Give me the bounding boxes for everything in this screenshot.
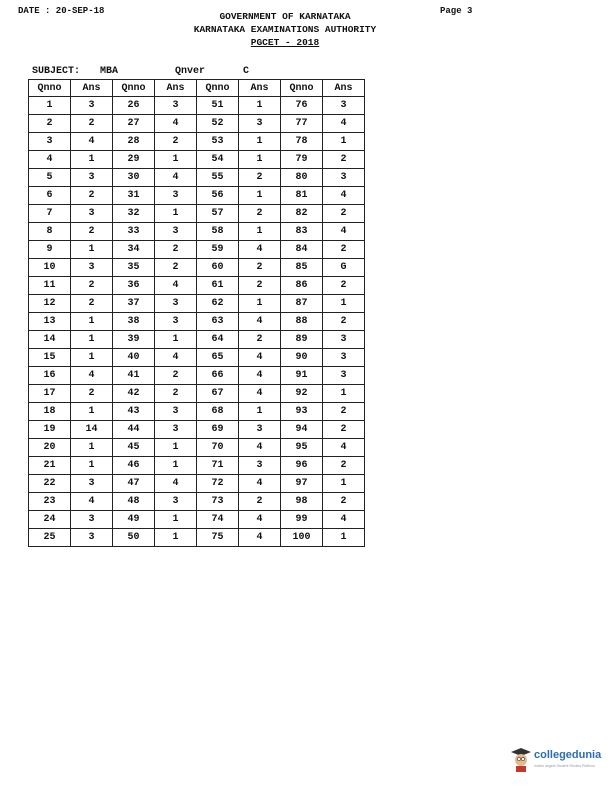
answer-cell: 4	[239, 475, 281, 493]
question-number-cell: 1	[29, 97, 71, 115]
answer-cell: 4	[155, 475, 197, 493]
question-number-cell: 64	[197, 331, 239, 349]
answer-cell: 4	[71, 367, 113, 385]
answer-cell: 1	[323, 133, 365, 151]
question-number-cell: 54	[197, 151, 239, 169]
question-number-cell: 88	[281, 313, 323, 331]
answer-cell: 4	[239, 439, 281, 457]
question-number-cell: 12	[29, 295, 71, 313]
answer-cell: 4	[239, 529, 281, 547]
question-number-cell: 62	[197, 295, 239, 313]
question-number-cell: 26	[113, 97, 155, 115]
question-number-cell: 49	[113, 511, 155, 529]
answer-cell: 2	[71, 295, 113, 313]
answer-cell: 1	[71, 151, 113, 169]
question-number-cell: 50	[113, 529, 155, 547]
header-authority: KARNATAKA EXAMINATIONS AUTHORITY	[193, 24, 377, 35]
answer-cell: 4	[155, 169, 197, 187]
question-number-cell: 36	[113, 277, 155, 295]
answer-cell: 1	[71, 403, 113, 421]
answer-cell: 3	[155, 187, 197, 205]
question-number-cell: 41	[113, 367, 155, 385]
question-number-cell: 53	[197, 133, 239, 151]
answer-cell: 1	[239, 187, 281, 205]
question-number-cell: 81	[281, 187, 323, 205]
answer-cell: 4	[323, 439, 365, 457]
answer-cell: 1	[239, 223, 281, 241]
column-header: Ans	[155, 80, 197, 97]
question-number-cell: 89	[281, 331, 323, 349]
answer-cell: 4	[239, 313, 281, 331]
answer-cell: 1	[323, 475, 365, 493]
answer-cell: 3	[155, 97, 197, 115]
table-row	[29, 133, 365, 151]
answer-cell: 2	[239, 277, 281, 295]
question-number-cell: 59	[197, 241, 239, 259]
answer-cell: 2	[323, 151, 365, 169]
answer-cell: 3	[323, 97, 365, 115]
question-number-cell: 10	[29, 259, 71, 277]
column-header: Ans	[239, 80, 281, 97]
header-exam-title: PGCET - 2018	[250, 37, 320, 48]
question-number-cell: 31	[113, 187, 155, 205]
answer-cell: 4	[155, 349, 197, 367]
answer-cell: 4	[239, 511, 281, 529]
answer-cell: 3	[71, 511, 113, 529]
answer-cell: 2	[323, 421, 365, 439]
answer-cell: 3	[71, 529, 113, 547]
question-number-cell: 35	[113, 259, 155, 277]
answer-cell: 2	[155, 259, 197, 277]
column-header: Qnno	[197, 80, 239, 97]
question-number-cell: 82	[281, 205, 323, 223]
answer-cell: 1	[71, 457, 113, 475]
question-number-cell: 29	[113, 151, 155, 169]
table-row	[29, 151, 365, 169]
table-row	[29, 511, 365, 529]
answer-cell: 1	[239, 295, 281, 313]
answer-cell: 1	[155, 151, 197, 169]
answer-cell: 2	[323, 277, 365, 295]
table-row	[29, 331, 365, 349]
question-number-cell: 19	[29, 421, 71, 439]
question-number-cell: 97	[281, 475, 323, 493]
answer-cell: 3	[323, 169, 365, 187]
answer-cell: 3	[71, 259, 113, 277]
table-row	[29, 259, 365, 277]
answer-cell: 14	[71, 421, 113, 439]
question-number-cell: 9	[29, 241, 71, 259]
answer-cell: 1	[71, 313, 113, 331]
answer-cell: 3	[71, 169, 113, 187]
table-row	[29, 97, 365, 115]
answer-cell: 1	[323, 295, 365, 313]
question-number-cell: 90	[281, 349, 323, 367]
answer-cell: 3	[323, 367, 365, 385]
answer-cell: 3	[239, 115, 281, 133]
question-number-cell: 63	[197, 313, 239, 331]
answer-cell: 4	[239, 385, 281, 403]
question-number-cell: 57	[197, 205, 239, 223]
answer-cell: 1	[239, 151, 281, 169]
answer-cell: 3	[71, 97, 113, 115]
answer-cell: 2	[155, 241, 197, 259]
question-number-cell: 11	[29, 277, 71, 295]
answer-cell: 3	[239, 421, 281, 439]
answer-cell: 2	[323, 313, 365, 331]
question-number-cell: 95	[281, 439, 323, 457]
question-number-cell: 7	[29, 205, 71, 223]
answer-cell: 2	[71, 115, 113, 133]
answer-key-table	[28, 79, 365, 547]
qnver-value: C	[243, 66, 250, 77]
question-number-cell: 3	[29, 133, 71, 151]
question-number-cell: 85	[281, 259, 323, 277]
question-number-cell: 27	[113, 115, 155, 133]
question-number-cell: 2	[29, 115, 71, 133]
column-header: Qnno	[113, 80, 155, 97]
question-number-cell: 80	[281, 169, 323, 187]
column-header: Qnno	[281, 80, 323, 97]
table-row	[29, 241, 365, 259]
table-header-row	[29, 80, 365, 97]
answer-cell: 1	[71, 331, 113, 349]
question-number-cell: 17	[29, 385, 71, 403]
question-number-cell: 40	[113, 349, 155, 367]
question-number-cell: 84	[281, 241, 323, 259]
table-row	[29, 223, 365, 241]
answer-cell: 3	[155, 295, 197, 313]
question-number-cell: 61	[197, 277, 239, 295]
question-number-cell: 42	[113, 385, 155, 403]
question-number-cell: 28	[113, 133, 155, 151]
answer-cell: 1	[155, 331, 197, 349]
table-row	[29, 403, 365, 421]
question-number-cell: 51	[197, 97, 239, 115]
question-number-cell: 56	[197, 187, 239, 205]
question-number-cell: 77	[281, 115, 323, 133]
question-number-cell: 68	[197, 403, 239, 421]
question-number-cell: 8	[29, 223, 71, 241]
graduate-mascot-icon	[510, 747, 532, 773]
answer-cell: 4	[239, 241, 281, 259]
question-number-cell: 52	[197, 115, 239, 133]
question-number-cell: 67	[197, 385, 239, 403]
question-number-cell: 47	[113, 475, 155, 493]
question-number-cell: 93	[281, 403, 323, 421]
question-number-cell: 30	[113, 169, 155, 187]
answer-cell: 2	[155, 385, 197, 403]
answer-cell: 1	[71, 439, 113, 457]
question-number-cell: 71	[197, 457, 239, 475]
answer-cell: 2	[71, 385, 113, 403]
answer-cell: 1	[239, 97, 281, 115]
subject-label: SUBJECT:	[32, 66, 81, 77]
table-row	[29, 529, 365, 547]
answer-cell: 4	[239, 367, 281, 385]
question-number-cell: 91	[281, 367, 323, 385]
question-number-cell: 15	[29, 349, 71, 367]
answer-cell: 2	[239, 205, 281, 223]
answer-cell: 1	[155, 529, 197, 547]
answer-cell: 2	[323, 241, 365, 259]
answer-cell: G	[323, 259, 365, 277]
answer-cell: 3	[71, 205, 113, 223]
table-row	[29, 439, 365, 457]
table-row	[29, 115, 365, 133]
column-header: Ans	[323, 80, 365, 97]
answer-cell: 2	[155, 133, 197, 151]
answer-cell: 2	[239, 169, 281, 187]
table-row	[29, 457, 365, 475]
question-number-cell: 13	[29, 313, 71, 331]
question-number-cell: 98	[281, 493, 323, 511]
table-row	[29, 475, 365, 493]
answer-cell: 4	[155, 115, 197, 133]
question-number-cell: 86	[281, 277, 323, 295]
question-number-cell: 16	[29, 367, 71, 385]
question-number-cell: 78	[281, 133, 323, 151]
question-number-cell: 100	[281, 529, 323, 547]
answer-cell: 3	[155, 223, 197, 241]
question-number-cell: 18	[29, 403, 71, 421]
question-number-cell: 21	[29, 457, 71, 475]
answer-cell: 2	[239, 493, 281, 511]
collegedunia-watermark	[508, 745, 608, 779]
watermark-tagline: India's largest Student Review Platform	[534, 764, 595, 768]
table-row	[29, 367, 365, 385]
answer-cell: 3	[323, 349, 365, 367]
question-number-cell: 45	[113, 439, 155, 457]
answer-cell: 3	[155, 313, 197, 331]
question-number-cell: 92	[281, 385, 323, 403]
question-number-cell: 24	[29, 511, 71, 529]
question-number-cell: 44	[113, 421, 155, 439]
question-number-cell: 60	[197, 259, 239, 277]
answer-cell: 2	[239, 331, 281, 349]
answer-cell: 2	[71, 223, 113, 241]
answer-cell: 2	[71, 187, 113, 205]
answer-cell: 3	[71, 475, 113, 493]
answer-cell: 2	[323, 205, 365, 223]
subject-value: MBA	[100, 66, 119, 77]
question-number-cell: 4	[29, 151, 71, 169]
question-number-cell: 25	[29, 529, 71, 547]
answer-cell: 1	[239, 403, 281, 421]
question-number-cell: 39	[113, 331, 155, 349]
answer-cell: 4	[239, 349, 281, 367]
question-number-cell: 66	[197, 367, 239, 385]
answer-cell: 4	[71, 133, 113, 151]
question-number-cell: 33	[113, 223, 155, 241]
answer-cell: 4	[323, 187, 365, 205]
table-row	[29, 385, 365, 403]
qnver-label: Qnver	[175, 66, 206, 77]
question-number-cell: 70	[197, 439, 239, 457]
question-number-cell: 20	[29, 439, 71, 457]
question-number-cell: 76	[281, 97, 323, 115]
question-number-cell: 23	[29, 493, 71, 511]
answer-cell: 3	[155, 493, 197, 511]
question-number-cell: 96	[281, 457, 323, 475]
question-number-cell: 48	[113, 493, 155, 511]
question-number-cell: 43	[113, 403, 155, 421]
answer-cell: 1	[71, 241, 113, 259]
answer-cell: 1	[155, 439, 197, 457]
question-number-cell: 6	[29, 187, 71, 205]
question-number-cell: 74	[197, 511, 239, 529]
question-number-cell: 37	[113, 295, 155, 313]
column-header: Qnno	[29, 80, 71, 97]
question-number-cell: 87	[281, 295, 323, 313]
question-number-cell: 5	[29, 169, 71, 187]
answer-cell: 2	[323, 493, 365, 511]
answer-cell: 4	[71, 493, 113, 511]
table-row	[29, 277, 365, 295]
page-number: Page 3	[440, 6, 473, 16]
question-number-cell: 38	[113, 313, 155, 331]
table-row	[29, 295, 365, 313]
question-number-cell: 94	[281, 421, 323, 439]
column-header: Ans	[71, 80, 113, 97]
answer-cell: 4	[323, 223, 365, 241]
print-date: DATE : 20-SEP-18	[18, 6, 105, 16]
table-row	[29, 349, 365, 367]
answer-cell: 1	[239, 133, 281, 151]
table-row	[29, 313, 365, 331]
question-number-cell: 55	[197, 169, 239, 187]
answer-cell: 2	[323, 403, 365, 421]
answer-cell: 3	[155, 421, 197, 439]
question-number-cell: 46	[113, 457, 155, 475]
answer-cell: 3	[323, 331, 365, 349]
question-number-cell: 99	[281, 511, 323, 529]
question-number-cell: 32	[113, 205, 155, 223]
answer-cell: 2	[323, 457, 365, 475]
question-number-cell: 22	[29, 475, 71, 493]
table-row	[29, 493, 365, 511]
answer-cell: 4	[155, 277, 197, 295]
answer-cell: 1	[323, 385, 365, 403]
answer-cell: 1	[323, 529, 365, 547]
answer-cell: 1	[71, 349, 113, 367]
answer-cell: 3	[239, 457, 281, 475]
answer-cell: 4	[323, 115, 365, 133]
question-number-cell: 79	[281, 151, 323, 169]
question-number-cell: 69	[197, 421, 239, 439]
question-number-cell: 58	[197, 223, 239, 241]
watermark-brand: collegedunia	[534, 749, 602, 761]
question-number-cell: 34	[113, 241, 155, 259]
header-government: GOVERNMENT OF KARNATAKA	[219, 11, 351, 22]
answer-cell: 4	[323, 511, 365, 529]
question-number-cell: 14	[29, 331, 71, 349]
question-number-cell: 83	[281, 223, 323, 241]
question-number-cell: 73	[197, 493, 239, 511]
table-row	[29, 169, 365, 187]
table-row	[29, 187, 365, 205]
answer-cell: 1	[155, 205, 197, 223]
question-number-cell: 75	[197, 529, 239, 547]
answer-cell: 3	[155, 403, 197, 421]
question-number-cell: 72	[197, 475, 239, 493]
answer-cell: 2	[71, 277, 113, 295]
answer-cell: 2	[239, 259, 281, 277]
answer-cell: 1	[155, 457, 197, 475]
table-row	[29, 421, 365, 439]
table-row	[29, 205, 365, 223]
question-number-cell: 65	[197, 349, 239, 367]
answer-cell: 1	[155, 511, 197, 529]
answer-cell: 2	[155, 367, 197, 385]
